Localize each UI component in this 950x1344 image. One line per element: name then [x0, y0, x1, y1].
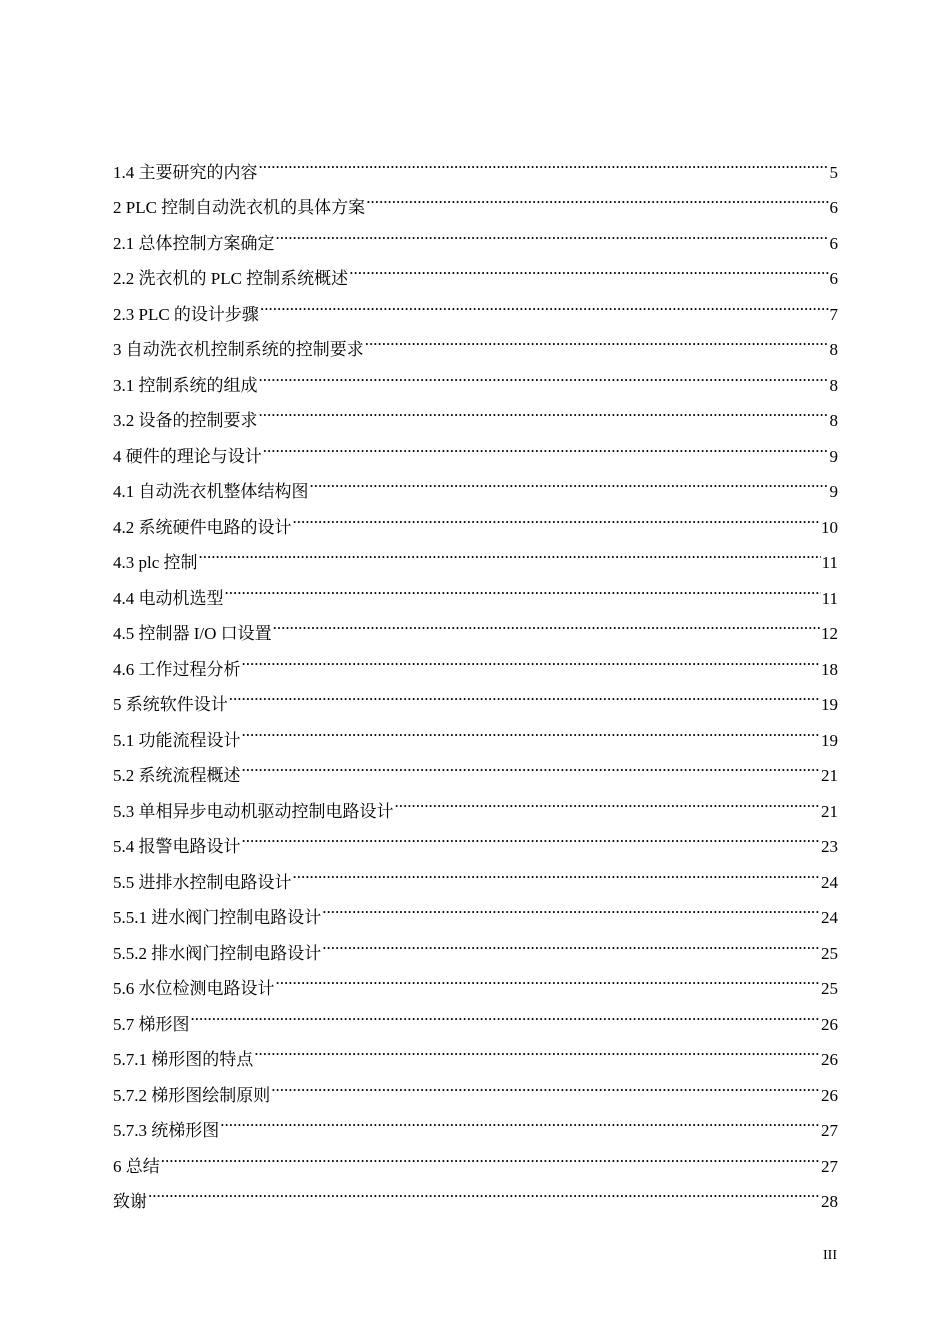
toc-entry-title: 5.7 梯形图 — [113, 1014, 190, 1034]
toc-entry-title: 5.5.1 进水阀门控制电路设计 — [113, 908, 322, 927]
toc-entry-title: 4.3 plc 控制 — [113, 553, 198, 572]
toc-dot-leader — [366, 178, 828, 214]
toc-entry-page-number: 8 — [829, 375, 838, 395]
toc-dot-leader — [395, 781, 821, 817]
toc-entry-page-number: 26 — [821, 1014, 838, 1034]
toc-entry-page-number: 9 — [829, 482, 838, 501]
toc-entry-title: 5.4 报警电路设计 — [113, 837, 241, 856]
toc-entry-title: 5.3 单相异步电动机驱动控制电路设计 — [113, 801, 394, 821]
toc-entry-title: 5.7.1 梯形图的特点 — [113, 1050, 254, 1069]
toc-entry[interactable] — [113, 568, 838, 608]
toc-entry-page-number: 6 — [829, 269, 838, 288]
toc-entry[interactable] — [113, 1101, 838, 1140]
toc-dot-leader — [199, 533, 821, 569]
toc-entry-page-number: 25 — [821, 943, 838, 963]
toc-dot-leader — [365, 320, 829, 356]
toc-dot-leader — [148, 1172, 820, 1208]
toc-entry-title: 4.6 工作过程分析 — [113, 659, 241, 679]
toc-entry-title: 6 总结 — [113, 1156, 160, 1176]
toc-dot-leader — [259, 142, 829, 178]
toc-entry-page-number: 26 — [821, 1050, 838, 1069]
toc-entry-title: 4.1 自动洗衣机整体结构图 — [113, 482, 309, 501]
toc-dot-leader — [260, 284, 829, 320]
toc-entry-page-number: 27 — [821, 1121, 838, 1140]
toc-entry-title: 5.5 进排水控制电路设计 — [113, 872, 292, 892]
toc-entry-page-number: 21 — [821, 801, 838, 821]
toc-entry-title: 3 自动洗衣机控制系统的控制要求 — [113, 340, 364, 359]
toc-entry-page-number: 9 — [829, 446, 838, 466]
toc-dot-leader — [225, 568, 821, 604]
toc-dot-leader — [271, 1065, 820, 1101]
toc-entry-title: 4.2 系统硬件电路的设计 — [113, 517, 292, 537]
toc-entry-title: 3.1 控制系统的组成 — [113, 375, 258, 395]
toc-entry-title: 1.4 主要研究的内容 — [113, 162, 258, 182]
toc-entry-page-number: 23 — [821, 837, 838, 856]
toc-entry-page-number: 27 — [821, 1156, 838, 1176]
toc-entry-title: 5.5.2 排水阀门控制电路设计 — [113, 943, 322, 963]
toc-dot-leader — [322, 923, 820, 959]
toc-entry[interactable] — [113, 1030, 838, 1069]
toc-entry-page-number: 28 — [821, 1192, 838, 1211]
toc-entry-page-number: 24 — [821, 872, 838, 892]
table-of-contents — [113, 142, 838, 1211]
toc-dot-leader — [242, 639, 821, 675]
toc-dot-leader — [259, 391, 829, 427]
toc-entry-page-number: 11 — [821, 553, 838, 572]
toc-entry[interactable] — [113, 1136, 838, 1176]
toc-dot-leader — [276, 959, 821, 995]
toc-dot-leader — [229, 675, 820, 711]
toc-dot-leader — [310, 462, 829, 498]
toc-entry-title: 5.7.3 统梯形图 — [113, 1121, 220, 1140]
toc-entry-title: 4.5 控制器 I/O 口设置 — [113, 624, 272, 643]
toc-dot-leader — [322, 888, 820, 924]
toc-entry-title: 2.3 PLC 的设计步骤 — [113, 304, 259, 324]
toc-entry-title: 5.7.2 梯形图绘制原则 — [113, 1085, 271, 1105]
toc-entry-page-number: 21 — [821, 766, 838, 785]
toc-dot-leader — [242, 710, 821, 746]
toc-entry-title: 5.2 系统流程概述 — [113, 766, 241, 785]
toc-entry-page-number: 12 — [821, 624, 838, 643]
toc-entry-page-number: 8 — [829, 411, 838, 430]
toc-entry-page-number: 6 — [829, 233, 838, 253]
toc-entry-page-number: 24 — [821, 908, 838, 927]
toc-entry-title: 2 PLC 控制自动洗衣机的具体方案 — [113, 198, 366, 217]
toc-entry-title: 3.2 设备的控制要求 — [113, 411, 258, 430]
toc-entry-page-number: 5 — [829, 162, 838, 182]
toc-dot-leader — [259, 355, 829, 391]
toc-entry-page-number: 19 — [821, 695, 838, 714]
toc-entry[interactable] — [113, 533, 838, 572]
toc-entry-page-number: 25 — [821, 979, 838, 998]
toc-entry-title: 2.2 洗衣机的 PLC 控制系统概述 — [113, 269, 349, 288]
toc-entry-title: 5.1 功能流程设计 — [113, 730, 241, 750]
toc-entry-page-number: 10 — [821, 517, 838, 537]
toc-dot-leader — [293, 852, 821, 888]
toc-dot-leader — [254, 1030, 820, 1066]
toc-dot-leader — [276, 213, 829, 249]
toc-dot-leader — [349, 249, 828, 285]
toc-dot-leader — [220, 1101, 820, 1137]
toc-dot-leader — [242, 817, 821, 853]
toc-dot-leader — [273, 604, 820, 640]
toc-dot-leader — [242, 746, 821, 782]
toc-dot-leader — [191, 994, 821, 1030]
toc-entry-title: 致谢 — [113, 1192, 147, 1211]
toc-entry-title: 5.6 水位检测电路设计 — [113, 979, 275, 998]
toc-entry-page-number: 7 — [829, 304, 838, 324]
toc-entry-page-number: 11 — [821, 588, 838, 608]
toc-entry-page-number: 6 — [829, 198, 838, 217]
toc-entry-title: 5 系统软件设计 — [113, 695, 228, 714]
toc-entry-page-number: 26 — [821, 1085, 838, 1105]
toc-entry[interactable] — [113, 142, 838, 182]
toc-entry-page-number: 19 — [821, 730, 838, 750]
toc-entry-title: 4.4 电动机选型 — [113, 588, 224, 608]
toc-dot-leader — [263, 426, 829, 462]
toc-dot-leader — [293, 497, 821, 533]
toc-dot-leader — [161, 1136, 820, 1172]
toc-entry-page-number: 18 — [821, 659, 838, 679]
toc-entry[interactable] — [113, 994, 838, 1034]
toc-entry[interactable] — [113, 1172, 838, 1211]
toc-entry-title: 4 硬件的理论与设计 — [113, 446, 262, 466]
toc-entry-page-number: 8 — [829, 340, 838, 359]
toc-entry-title: 2.1 总体控制方案确定 — [113, 233, 275, 253]
page-number: III — [823, 1248, 837, 1263]
